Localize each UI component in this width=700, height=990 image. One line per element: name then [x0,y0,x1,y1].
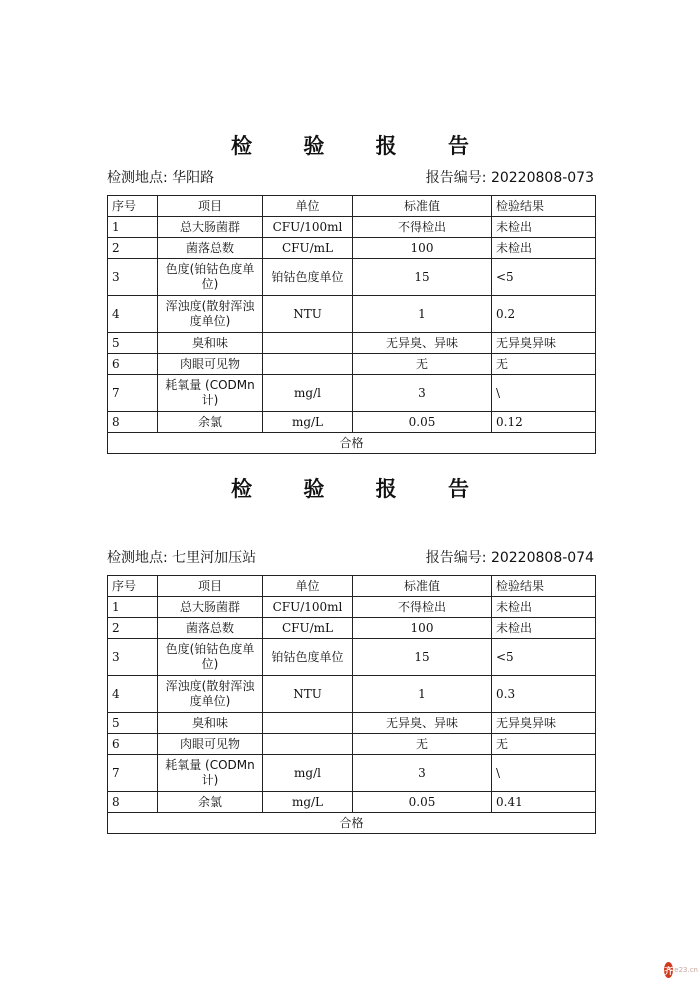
table-row [108,238,596,259]
cell-unit [263,333,353,354]
table-row [108,333,596,354]
report-title: 检 验 报 告 [231,477,491,501]
table-row [108,259,596,296]
cell-result: 无 [492,734,596,755]
cell-seq: 5 [108,333,158,354]
location-label: 检测地点: 华阳路 [107,170,215,186]
header-item: 项目 [158,576,263,597]
cell-item: 余氯 [158,412,263,433]
cell-result: 未检出 [492,217,596,238]
cell-unit: CFU/100ml [263,597,353,618]
cell-unit: NTU [263,296,353,333]
report-number: 报告编号: 20220808-073 [425,170,594,186]
cell-standard: 无 [353,734,492,755]
report-meta [107,167,594,187]
cell-standard: 无异臭、异味 [353,713,492,734]
overall-result: 合格 [108,433,596,454]
cell-standard: 3 [353,755,492,792]
table-row [108,676,596,713]
watermark-site: e23.cn [674,966,698,974]
cell-result: 未检出 [492,618,596,639]
table-row [108,792,596,813]
cell-seq: 3 [108,639,158,676]
cell-unit: CFU/mL [263,618,353,639]
cell-unit: CFU/mL [263,238,353,259]
cell-seq: 2 [108,238,158,259]
cell-item: 耗氧量 (CODMn计) [158,755,263,792]
table-row [108,755,596,792]
report-number: 报告编号: 20220808-074 [425,550,594,566]
table-row [108,412,596,433]
cell-item: 菌落总数 [158,618,263,639]
cell-seq: 7 [108,755,158,792]
cell-seq: 4 [108,296,158,333]
cell-seq: 8 [108,412,158,433]
cell-standard: 无 [353,354,492,375]
cell-standard: 0.05 [353,412,492,433]
header-result: 检验结果 [492,196,596,217]
cell-standard: 100 [353,238,492,259]
cell-item: 肉眼可见物 [158,354,263,375]
cell-result: 未检出 [492,238,596,259]
cell-unit: NTU [263,676,353,713]
cell-item: 总大肠菌群 [158,597,263,618]
cell-seq: 3 [108,259,158,296]
cell-result: 无异臭异味 [492,333,596,354]
cell-result: <5 [492,259,596,296]
cell-unit: CFU/100ml [263,217,353,238]
table-row [108,713,596,734]
cell-item: 色度(铂钴色度单位) [158,639,263,676]
cell-result: 无 [492,354,596,375]
cell-unit: 铂钴色度单位 [263,639,353,676]
table-row [108,639,596,676]
cell-seq: 5 [108,713,158,734]
header-result: 检验结果 [492,576,596,597]
cell-item: 耗氧量 (CODMn计) [158,375,263,412]
cell-seq: 6 [108,354,158,375]
cell-seq: 4 [108,676,158,713]
header-seq: 序号 [108,576,158,597]
cell-item: 总大肠菌群 [158,217,263,238]
cell-item: 菌落总数 [158,238,263,259]
cell-seq: 7 [108,375,158,412]
table-row [108,296,596,333]
cell-item: 臭和味 [158,333,263,354]
cell-seq: 2 [108,618,158,639]
table-row [108,375,596,412]
cell-unit: mg/L [263,412,353,433]
cell-item: 浑浊度(散射浑浊度单位) [158,296,263,333]
table-row [108,217,596,238]
overall-result: 合格 [108,813,596,834]
cell-standard: 100 [353,618,492,639]
cell-standard: 0.05 [353,792,492,813]
header-unit: 单位 [263,196,353,217]
cell-standard: 不得检出 [353,597,492,618]
header-unit: 单位 [263,576,353,597]
cell-standard: 3 [353,375,492,412]
table-row [108,597,596,618]
cell-standard: 不得检出 [353,217,492,238]
cell-standard: 15 [353,639,492,676]
report-title: 检 验 报 告 [231,134,491,158]
report-table [107,575,596,834]
overall-row [108,433,596,454]
cell-standard: 15 [353,259,492,296]
header-item: 项目 [158,196,263,217]
cell-result: 0.3 [492,676,596,713]
cell-unit: 铂钴色度单位 [263,259,353,296]
header-standard: 标准值 [353,576,492,597]
report-meta [107,547,594,567]
site-watermark [664,955,698,985]
cell-result: <5 [492,639,596,676]
cell-result: 0.2 [492,296,596,333]
cell-unit [263,354,353,375]
table-header-row [108,196,596,217]
cell-unit [263,734,353,755]
seal-icon: 齐 [664,962,673,978]
cell-standard: 无异臭、异味 [353,333,492,354]
cell-unit: mg/l [263,375,353,412]
cell-result: \ [492,375,596,412]
cell-seq: 1 [108,597,158,618]
cell-seq: 6 [108,734,158,755]
cell-result: 0.12 [492,412,596,433]
cell-standard: 1 [353,676,492,713]
table-row [108,354,596,375]
table-row [108,734,596,755]
cell-standard: 1 [353,296,492,333]
cell-result: 无异臭异味 [492,713,596,734]
cell-unit: mg/l [263,755,353,792]
cell-item: 浑浊度(散射浑浊度单位) [158,676,263,713]
table-row [108,618,596,639]
cell-result: 未检出 [492,597,596,618]
cell-seq: 8 [108,792,158,813]
cell-result: 0.41 [492,792,596,813]
cell-item: 色度(铂钴色度单位) [158,259,263,296]
header-standard: 标准值 [353,196,492,217]
cell-item: 臭和味 [158,713,263,734]
overall-row [108,813,596,834]
cell-item: 余氯 [158,792,263,813]
cell-unit: mg/L [263,792,353,813]
header-seq: 序号 [108,196,158,217]
table-header-row [108,576,596,597]
cell-seq: 1 [108,217,158,238]
location-label: 检测地点: 七里河加压站 [107,550,257,566]
cell-item: 肉眼可见物 [158,734,263,755]
cell-unit [263,713,353,734]
cell-result: \ [492,755,596,792]
report-table [107,195,596,454]
